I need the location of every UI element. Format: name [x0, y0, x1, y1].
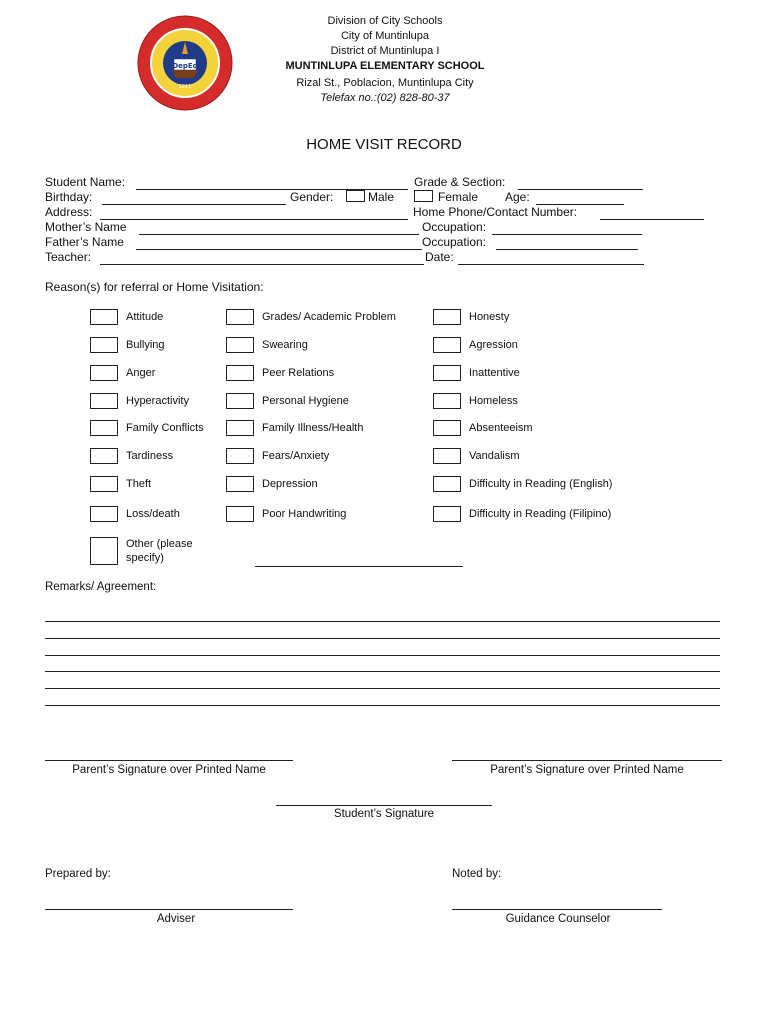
- checkbox-hyperactivity[interactable]: [90, 393, 118, 409]
- reason-label: Family Conflicts: [126, 422, 204, 434]
- other-specify-field[interactable]: [255, 566, 463, 567]
- guidance-counselor-label: Guidance Counselor: [505, 913, 611, 925]
- other-label-line1: Other (please: [126, 538, 193, 550]
- reason-label: Inattentive: [469, 367, 520, 379]
- female-label: Female: [438, 190, 479, 204]
- checkbox-fears-anxiety[interactable]: [226, 448, 254, 464]
- mothers-name-label: Mother’s Name: [45, 220, 127, 234]
- checkbox-homeless[interactable]: [433, 393, 461, 409]
- reason-label: Loss/death: [126, 508, 180, 520]
- male-checkbox[interactable]: [346, 190, 365, 202]
- checkbox-poor-handwriting[interactable]: [226, 506, 254, 522]
- fathers-name-label: Father’s Name: [45, 235, 124, 249]
- page-title: HOME VISIT RECORD: [306, 136, 462, 153]
- checkbox-anger[interactable]: [90, 365, 118, 381]
- address-field[interactable]: [100, 219, 408, 220]
- reason-label: Poor Handwriting: [262, 508, 347, 520]
- checkbox-vandalism[interactable]: [433, 448, 461, 464]
- checkbox-swearing[interactable]: [226, 337, 254, 353]
- birthday-field[interactable]: [102, 204, 286, 205]
- school-header: [230, 14, 540, 106]
- father-occupation-label: Occupation:: [422, 235, 487, 249]
- reason-label: Anger: [126, 367, 156, 379]
- mothers-name-field[interactable]: [139, 234, 419, 235]
- reason-label: Swearing: [262, 339, 308, 351]
- reason-label: Hyperactivity: [126, 395, 189, 407]
- checkbox-grades-academic[interactable]: [226, 309, 254, 325]
- checkbox-family-conflicts[interactable]: [90, 420, 118, 436]
- reason-label: Bullying: [126, 339, 165, 351]
- checkbox-attitude[interactable]: [90, 309, 118, 325]
- reason-label: Grades/ Academic Problem: [262, 311, 396, 323]
- date-label: Date:: [425, 250, 454, 264]
- reasons-heading: Reason(s) for referral or Home Visitation:: [45, 280, 264, 294]
- noted-by-label: Noted by:: [452, 868, 502, 880]
- reason-label: Difficulty in Reading (Filipino): [469, 508, 612, 520]
- other-label-line2: specify): [126, 552, 164, 564]
- guidance-signature-line[interactable]: [452, 909, 662, 910]
- reason-label: Peer Relations: [262, 367, 335, 379]
- address-label: Address:: [45, 205, 93, 219]
- grade-section-label: Grade & Section:: [414, 175, 506, 189]
- checkbox-loss-death[interactable]: [90, 506, 118, 522]
- reason-label: Agression: [469, 339, 518, 351]
- parent-signature-label-left: Parent’s Signature over Printed Name: [72, 764, 266, 776]
- prepared-by-label: Prepared by:: [45, 868, 111, 880]
- checkbox-difficulty-english[interactable]: [433, 476, 461, 492]
- checkbox-other[interactable]: [90, 537, 118, 565]
- reason-label: Homeless: [469, 395, 518, 407]
- reason-label: Attitude: [126, 311, 164, 323]
- reason-label: Tardiness: [126, 450, 174, 462]
- student-signature-label: Student’s Signature: [333, 808, 435, 820]
- checkbox-absenteeism[interactable]: [433, 420, 461, 436]
- grade-section-field[interactable]: [518, 189, 643, 190]
- header-division: Division of City Schools: [327, 15, 443, 27]
- svg-text:1911: 1911: [178, 84, 192, 90]
- age-label: Age:: [505, 190, 530, 204]
- checkbox-honesty[interactable]: [433, 309, 461, 325]
- checkbox-difficulty-filipino[interactable]: [433, 506, 461, 522]
- gender-label: Gender:: [290, 190, 334, 204]
- parent-signature-line-left[interactable]: [45, 760, 293, 761]
- reason-label: Depression: [262, 478, 318, 490]
- father-occupation-field[interactable]: [496, 249, 638, 250]
- checkbox-tardiness[interactable]: [90, 448, 118, 464]
- checkbox-bullying[interactable]: [90, 337, 118, 353]
- remarks-heading: Remarks/ Agreement:: [45, 581, 157, 593]
- logo-deped-text: DepEd: [172, 62, 198, 70]
- mother-occupation-label: Occupation:: [422, 220, 487, 234]
- student-signature-line[interactable]: [276, 805, 492, 806]
- header-address: Rizal St., Poblacion, Muntinlupa City: [296, 77, 474, 89]
- checkbox-family-illness[interactable]: [226, 420, 254, 436]
- header-district: District of Muntinlupa I: [330, 45, 440, 57]
- reason-label: Theft: [126, 478, 152, 490]
- checkbox-peer-relations[interactable]: [226, 365, 254, 381]
- reason-label: Honesty: [469, 311, 510, 323]
- adviser-label: Adviser: [156, 913, 196, 925]
- reason-label: Vandalism: [469, 450, 520, 462]
- student-name-label: Student Name:: [45, 175, 126, 189]
- male-label: Male: [368, 190, 395, 204]
- checkbox-agression[interactable]: [433, 337, 461, 353]
- fathers-name-field[interactable]: [136, 249, 422, 250]
- checkbox-inattentive[interactable]: [433, 365, 461, 381]
- home-phone-label: Home Phone/Contact Number:: [413, 205, 578, 219]
- mother-occupation-field[interactable]: [492, 234, 642, 235]
- checkbox-personal-hygiene[interactable]: [226, 393, 254, 409]
- reason-label: Absenteeism: [469, 422, 533, 434]
- date-field[interactable]: [458, 264, 644, 265]
- header-city: City of Muntinlupa: [340, 30, 430, 42]
- reason-label: Fears/Anxiety: [262, 450, 330, 462]
- checkbox-theft[interactable]: [90, 476, 118, 492]
- home-phone-field[interactable]: [600, 219, 704, 220]
- reason-label: Family Illness/Health: [262, 422, 364, 434]
- header-telefax: Telefax no.:(02) 828-80-37: [320, 92, 450, 104]
- female-checkbox[interactable]: [414, 190, 433, 202]
- reason-label: Difficulty in Reading (English): [469, 478, 613, 490]
- parent-signature-line-right[interactable]: [452, 760, 722, 761]
- adviser-signature-line[interactable]: [45, 909, 293, 910]
- teacher-field[interactable]: [100, 264, 424, 265]
- teacher-label: Teacher:: [45, 250, 92, 264]
- reason-label: Personal Hygiene: [262, 395, 349, 407]
- header-school-name: MUNTINLUPA ELEMENTARY SCHOOL: [285, 60, 485, 72]
- checkbox-depression[interactable]: [226, 476, 254, 492]
- birthday-label: Birthday:: [45, 190, 93, 204]
- school-logo: [136, 14, 234, 112]
- parent-signature-label-right: Parent’s Signature over Printed Name: [490, 764, 684, 776]
